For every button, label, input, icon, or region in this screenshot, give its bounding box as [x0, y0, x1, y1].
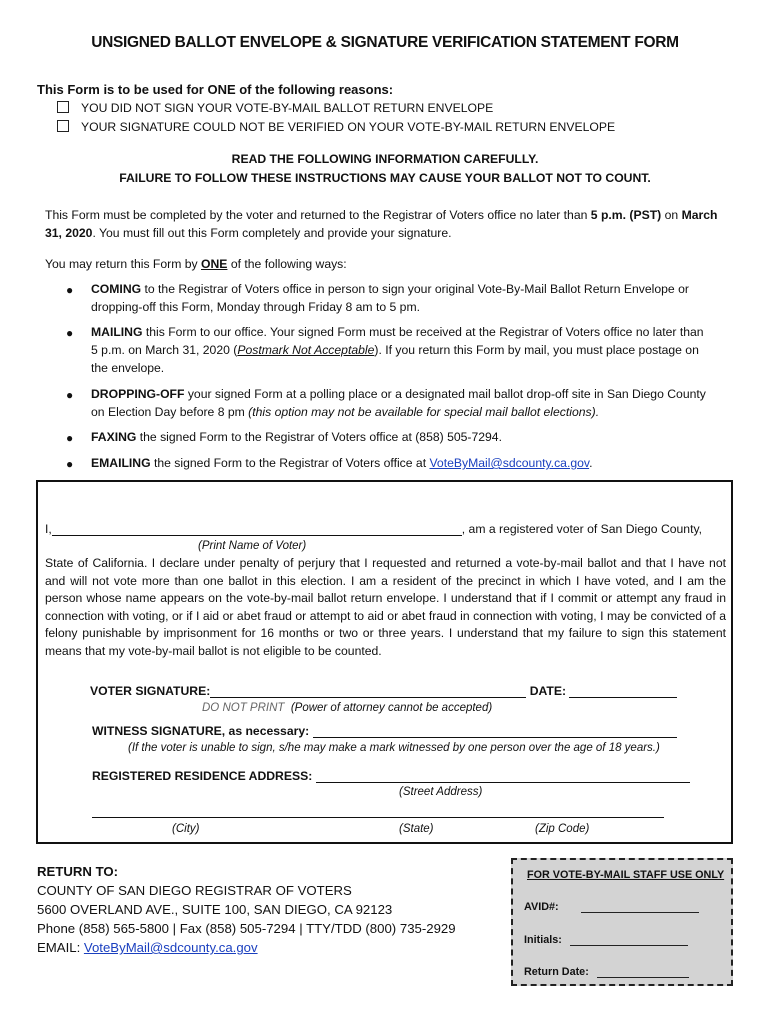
initials-row: [524, 934, 688, 946]
avid-field[interactable]: [581, 902, 699, 913]
street-address-field[interactable]: [316, 771, 690, 783]
method-text: the signed Form to the Registrar of Voters office at (858) 505-7294.: [136, 430, 502, 444]
intro-paragraph: [45, 206, 728, 242]
print-name-caption: (Print Name of Voter): [198, 540, 307, 552]
initials-field[interactable]: [570, 935, 688, 946]
method-text: the signed Form to the Registrar of Voters office at: [150, 456, 430, 470]
reason-option-2: [57, 120, 615, 134]
email-link[interactable]: VoteByMail@sdcounty.ca.gov: [429, 456, 590, 470]
reason-2-checkbox[interactable]: [57, 120, 69, 132]
poa-note: (Power of attorney cannot be accepted): [290, 702, 493, 714]
deadline-time: 5 p.m. (PST): [590, 208, 662, 222]
return-date-field[interactable]: [597, 967, 689, 978]
date-label: DATE:: [529, 684, 567, 698]
warning-line-1: READ THE FOLLOWING INFORMATION CAREFULLY.: [231, 152, 539, 166]
intro-text: . You must fill out this Form completely and provide your signature.: [92, 226, 452, 240]
form-title: UNSIGNED BALLOT ENVELOPE & SIGNATURE VERIFICATION STATEMENT FORM: [91, 34, 679, 51]
method-text: to the Registrar of Voters office in person to sign your original Vote-By-Mail Ballot Return Envelope or dropping-off this Form, Monday through Friday 8 am to 5 pm.: [91, 282, 689, 314]
witness-signature-label: WITNESS SIGNATURE, as necessary:: [92, 724, 310, 738]
state-caption: (State): [399, 823, 434, 835]
reason-option-1: [57, 101, 493, 115]
method-text: ). If you return this Form by mail, you must place postage on the envelope.: [91, 343, 699, 375]
street-caption: (Street Address): [399, 786, 483, 798]
one-emphasis: ONE: [201, 257, 228, 271]
witness-signature-row: [92, 724, 677, 738]
return-date-row: [524, 966, 689, 978]
return-to-heading: RETURN TO:: [37, 864, 119, 879]
method-mailing: [91, 323, 706, 377]
return-address: 5600 OVERLAND AVE., SUITE 100, SAN DIEGO, CA 92123: [37, 902, 393, 917]
avid-label: AVID#:: [524, 901, 559, 913]
do-not-print: DO NOT PRINT: [202, 702, 285, 714]
voter-name-field[interactable]: [52, 524, 462, 536]
intro-text: on: [661, 208, 682, 222]
declaration-text: State of California. I declare under penalty of perjury that I requested and returned a vote-by-mail ballot and that I have not and will not vote more than one ballot in this election. I am a resident of the precinct in which I have voted, and I am the person whose name appears on the vote-by-mail ballot return envelope. I understand that if I commit or attempt any fraud in connection with voting, or if I aid or abet fraud or attempt to aid or abet fraud in connection with voting, I may be convicted of a felony punishable by imprisonment for 16 months or two or three years. I understand that my failure to sign this statement means that my vote-by-mail ballot is not eligible to be counted.: [45, 556, 726, 658]
bullet-icon: ●: [66, 283, 74, 297]
bullet-icon: ●: [66, 457, 74, 471]
voter-signature-label: VOTER SIGNATURE:: [90, 684, 211, 698]
return-org: COUNTY OF SAN DIEGO REGISTRAR OF VOTERS: [37, 883, 352, 898]
registered-text: , am a registered voter of San Diego County,: [461, 522, 703, 536]
voter-signature-row: [90, 684, 677, 698]
method-dropping-off: [91, 385, 706, 421]
return-phone: Phone (858) 565-5800 | Fax (858) 505-7294 | TTY/TDD (800) 735-2929: [37, 921, 456, 936]
i-label: I,: [45, 522, 52, 536]
dropping-note: (this option may not be available for special mail ballot elections).: [248, 405, 600, 419]
method-emailing: [91, 454, 706, 472]
return-date-label: Return Date:: [524, 966, 589, 978]
intro-text: of the following ways:: [227, 257, 347, 271]
city-state-zip-field[interactable]: [92, 806, 664, 818]
reasons-heading: This Form is to be used for ONE of the following reasons:: [37, 82, 394, 97]
method-label: DROPPING-OFF: [91, 387, 185, 401]
zip-caption: (Zip Code): [535, 823, 590, 835]
intro-text: This Form must be completed by the voter and returned to the Registrar of Voters office no later than: [45, 208, 591, 222]
residence-row: [92, 769, 690, 783]
method-text: this Form to our office. Your signed Form must be received at the Registrar of Voters office no later than 5 p.m. on March 31, 2020 (: [91, 325, 704, 357]
bullet-icon: ●: [66, 326, 74, 340]
bullet-icon: ●: [66, 388, 74, 402]
return-ways-intro: [45, 257, 347, 271]
bullet-icon: ●: [66, 431, 74, 445]
return-email-row: [37, 940, 258, 955]
reason-1-label: YOU DID NOT SIGN YOUR VOTE-BY-MAIL BALLOT RETURN ENVELOPE: [81, 101, 494, 115]
method-label: FAXING: [91, 430, 137, 444]
initials-label: Initials:: [524, 934, 562, 946]
residence-label: REGISTERED RESIDENCE ADDRESS:: [92, 769, 313, 783]
warning-line-2: FAILURE TO FOLLOW THESE INSTRUCTIONS MAY CAUSE YOUR BALLOT NOT TO COUNT.: [119, 171, 651, 185]
deadline-date: March 31, 2020: [45, 208, 718, 240]
method-label: EMAILING: [91, 456, 151, 470]
witness-note: (If the voter is unable to sign, s/he may make a mark witnessed by one person over the age of 18 years.): [128, 742, 660, 754]
method-text: .: [589, 456, 593, 470]
method-text: your signed Form at a polling place or a designated mail ballot drop-off site in San Diego County on Election Day before 8 pm: [91, 387, 706, 419]
voter-signature-field[interactable]: [210, 686, 526, 698]
postmark-note: Postmark Not Acceptable: [237, 343, 375, 357]
city-caption: (City): [172, 823, 200, 835]
avid-row: [524, 901, 699, 913]
method-label: COMING: [91, 282, 142, 296]
intro-text: You may return this Form by: [45, 257, 202, 271]
date-field[interactable]: [569, 686, 677, 698]
method-faxing: [91, 428, 706, 446]
method-label: MAILING: [91, 325, 143, 339]
return-email-link[interactable]: VoteByMail@sdcounty.ca.gov: [83, 940, 258, 955]
voter-name-row: [45, 522, 702, 536]
signature-caption: [202, 702, 492, 714]
witness-signature-field[interactable]: [313, 726, 677, 738]
reason-1-checkbox[interactable]: [57, 101, 69, 113]
staff-use-box: [511, 858, 733, 986]
email-label: EMAIL:: [37, 940, 84, 955]
reason-2-label: YOUR SIGNATURE COULD NOT BE VERIFIED ON YOUR VOTE-BY-MAIL RETURN ENVELOPE: [81, 120, 616, 134]
method-coming: [91, 280, 706, 316]
staff-heading: FOR VOTE-BY-MAIL STAFF USE ONLY: [527, 869, 725, 881]
